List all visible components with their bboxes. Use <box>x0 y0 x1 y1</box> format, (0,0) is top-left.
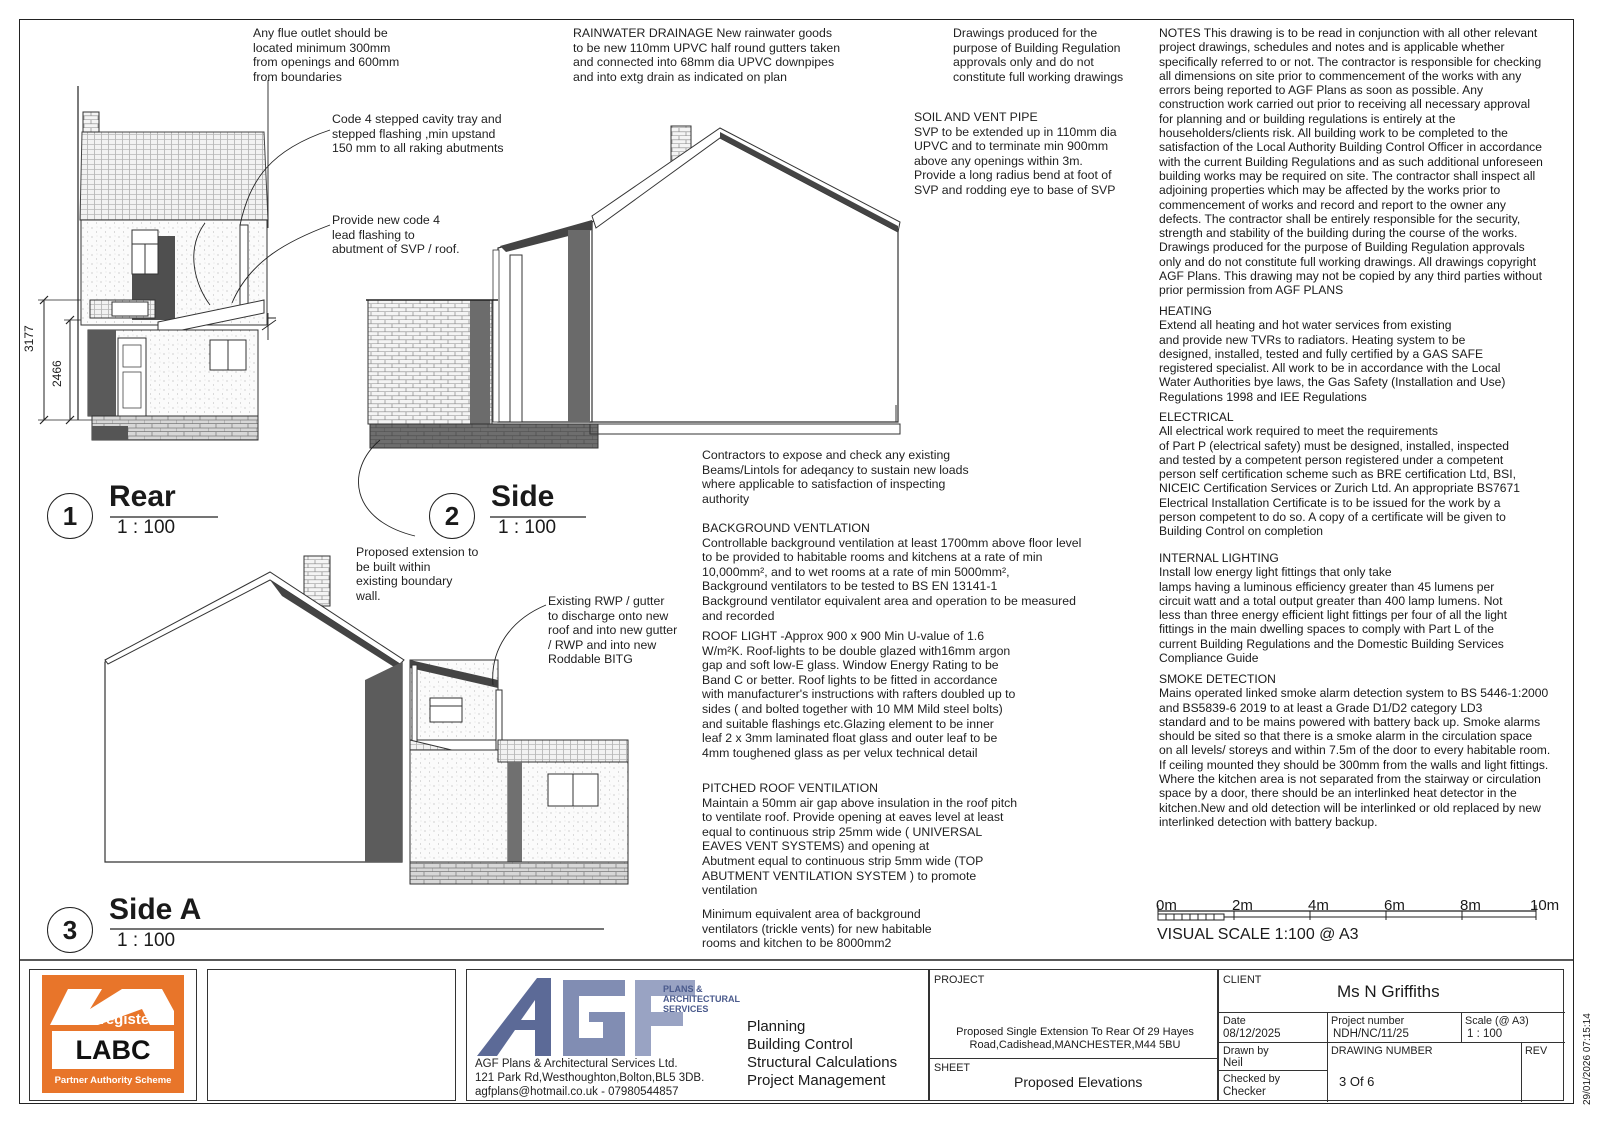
trickle-vent-note: Minimum equivalent area of background ventilators (trickle vents) for new habitable rooms and kitchen to be 8000mm2 <box>702 907 932 951</box>
dimension-eaves: 2466 <box>50 360 64 387</box>
pitched-roof-ventilation-note: PITCHED ROOF VENTILATION Maintain a 50mm air gap above insulation in the roof pitch to ventilate roof. Provide opening at eaves level at least equal to continuous strip 25mm wide ( UNIVERSAL EAVES VENT SYSTEMS) and opening at Abutment equal to continuous strip 5mm wide (TOP ABUTMENT VENTILATION SYSTEM ) to promote ventilation <box>702 781 1018 898</box>
regulation-approval-note: Drawings produced for the purpose of Building Regulation approvals only and do not constitute full working drawings <box>953 26 1124 84</box>
view-title-rear: Rear <box>109 480 176 513</box>
visual-scale-label: VISUAL SCALE 1:100 @ A3 <box>1157 926 1359 943</box>
print-timestamp: 29/01/2026 07:15:14 <box>1582 1013 1593 1105</box>
background-ventilation-note: BACKGROUND VENTLATION Controllable background ventilation at least 1700mm above floor level to be provided to habitable rooms and kitchens at a rate of min 10,000mm², and to wet rooms at a rate of min 5000mm², Background ventilators to be tested to BS EN 13141-1 Background ventilator equivalent area and operation to be measured and recorded <box>702 521 1082 623</box>
labc-registered: registered <box>100 1011 173 1028</box>
rev-label: REV <box>1525 1045 1548 1057</box>
scale-tick-2: 2m <box>1232 897 1253 914</box>
service-planning: Planning <box>747 1018 806 1035</box>
roof-light-note: ROOF LIGHT -Approx 900 x 900 Min U-value of 1.6 W/m²K. Roof-lights to be double glazed with16mm argon gap and soft low-E glass. Window Energy Rating to be Band C or better. Roof lights to be fitted in accordance with manufacturer's instructions with rafters doubled up to sides ( and bolted together with 10 MM Mild steel bolts) and suitable flashings etc.Glazing element to be inner leaf 2 x 3mm laminated float glass and outer leaf to be 4mm toughened glass as per velux technical detail <box>702 629 1016 760</box>
company-address: 121 Park Rd,Westhoughton,Bolton,BL5 3DB. <box>475 1072 705 1084</box>
dimension-overall: 3177 <box>22 325 36 352</box>
drawn-by-label: Drawn by <box>1223 1045 1269 1057</box>
client-panel <box>1218 969 1564 1101</box>
internal-lighting-notes: INTERNAL LIGHTING Install low energy light fittings that only take lamps having a luminous efficiency greater than 45 lumens per circuit watt and a total output greater than 400 lamp lumens. Not less than three energy efficient light fittings per four of all the light fittings in the main dwelling spaces to comply with Part L of the current Building Regulations and the Domestic Building Services Compliance Guide <box>1159 551 1508 666</box>
cavity-tray-note: Code 4 stepped cavity tray and stepped flashing ,min upstand 150 mm to all raking abutments <box>332 112 504 156</box>
electrical-notes: ELECTRICAL All electrical work required to meet the requirements of Part P (electrical safety) must be designed, installed, inspected and tested by a competent person registered under a competent person self certification scheme such as BRE certification Ltd, BSI, NICEIC Certification Services or Zurich Ltd. An appropriate BS7671 Electrical Installation Certificate is to be issued for the work by a person competent to do so. A copy of a certificate will be given to Building Control on completion <box>1159 410 1520 539</box>
view-title-side-a: Side A <box>109 893 202 926</box>
view-number-3: 3 <box>47 907 93 953</box>
company-name: AGF Plans & Architectural Services Ltd. <box>475 1058 678 1070</box>
service-structural: Structural Calculations <box>747 1054 898 1071</box>
view-number-1: 1 <box>47 493 93 539</box>
labc-logo <box>42 975 184 1093</box>
view-number-2: 2 <box>429 493 475 539</box>
rear-elevation <box>38 86 268 440</box>
lead-flashing-note: Provide new code 4 lead flashing to abutment of SVP / roof. <box>332 213 460 257</box>
project-panel <box>929 969 1218 1101</box>
scale-tick-10: 10m <box>1530 897 1560 914</box>
service-building-control: Building Control <box>747 1036 853 1053</box>
checked-by-value: Checker <box>1223 1086 1266 1098</box>
rwp-gutter-note: Existing RWP / gutter to discharge onto new roof and into new gutter / RWP and into new Roddable BITG <box>548 594 678 667</box>
company-panel <box>466 969 929 1101</box>
beams-note: Contractors to expose and check any existing Beams/Lintols for adeqancy to sustain new loads where applicable to satisfaction of inspecting authority <box>702 448 969 506</box>
date-value: 08/12/2025 <box>1223 1028 1281 1040</box>
sheet-title: Proposed Elevations <box>1014 1074 1143 1090</box>
view-title-side: Side <box>491 480 555 513</box>
company-contact: agfplans@hotmail.co.uk - 07980544857 <box>475 1086 679 1098</box>
view-scale-rear: 1 : 100 <box>117 517 176 538</box>
checked-by-label: Checked by <box>1223 1073 1281 1085</box>
scale-tick-4: 4m <box>1308 897 1329 914</box>
blank-panel <box>207 969 456 1101</box>
view-scale-side: 1 : 100 <box>498 517 557 538</box>
labc-scheme: Partner Authority Scheme <box>54 1075 172 1086</box>
agf-tagline: PLANS & ARCHITECTURAL SERVICES <box>663 984 740 1014</box>
labc-name: LABC <box>52 1031 174 1069</box>
drawn-by-value: Neil <box>1223 1057 1243 1069</box>
heating-notes: HEATING Extend all heating and hot water services from existing and provide new TVRs to radiators. Heating system to be designed, installed, tested and fully certified by a GAS SAFE registered specialist. All work to be in accordance with the Local Water Authorities bye laws, the Gas Safety (Installation and Use) Regulations 1998 and IEE Regulations <box>1159 304 1506 404</box>
date-label: Date <box>1223 1015 1246 1027</box>
side-elevation <box>366 126 900 448</box>
scale-tick-0: 0m <box>1156 897 1177 914</box>
project-number-label: Project number <box>1331 1015 1405 1027</box>
client-name: Ms N Griffiths <box>1337 982 1440 1001</box>
labc-panel <box>29 969 197 1101</box>
project-description: Proposed Single Extension To Rear Of 29 Hayes Road,Cadishead,MANCHESTER,M44 5BU <box>956 1026 1194 1051</box>
service-project-management: Project Management <box>747 1072 886 1089</box>
sheet-label: SHEET <box>934 1062 970 1074</box>
drawing-number-label: DRAWING NUMBER <box>1331 1045 1433 1057</box>
project-label: PROJECT <box>934 974 985 986</box>
flue-note: Any flue outlet should be located minimum 300mm from openings and 600mm from boundaries <box>253 26 400 84</box>
scale-value: 1 : 100 <box>1467 1028 1503 1040</box>
rainwater-note: RAINWATER DRAINAGE New rainwater goods to be new 110mm UPVC half round gutters taken and connected into 68mm dia UPVC downpipes and into extg drain as indicated on plan <box>573 26 841 84</box>
scale-tick-6: 6m <box>1384 897 1405 914</box>
drawing-number-value: 3 Of 6 <box>1339 1074 1375 1089</box>
smoke-detection-notes: SMOKE DETECTION Mains operated linked smoke alarm detection system to BS 5446-1:2000 and BS5839-6 2019 to at least a Grade D1/D2 category LD3 standard and to be mains powered with battery back up. Smoke alarms should be sited so that there is a smoke alarm in the circulation space on all levels/ storeys and within 7.5m of the door to every habitable room. If ceiling mounted they should be 300mm from the walls and light fittings. Where the kitchen area is not separated from the stairway or circulation space by a door, there should be an interlinked heat detector in the kitchen.New and old detection will be interlinked or old replaced by new interlinked detection with battery backup. <box>1159 672 1551 829</box>
scale-label: Scale (@ A3) <box>1465 1015 1529 1027</box>
project-number-value: NDH/NC/11/25 <box>1333 1028 1409 1040</box>
services-list <box>747 1018 897 1090</box>
soil-vent-pipe-note: SOIL AND VENT PIPE SVP to be extended up in 110mm dia UPVC and to terminate min 900mm above any openings within 3m. Provide a long radius bend at foot of SVP and rodding eye to base of SVP <box>914 110 1117 197</box>
view-scale-side-a: 1 : 100 <box>117 930 176 951</box>
general-notes: NOTES This drawing is to be read in conjunction with all other relevant project drawings, schedules and notes and is applicable whether specifically referred to or not. The contractor is responsible for checking all dimensions on site prior to commencement of the works with any errors being reported to AGF Plans as soon as possible. Any construction work carried out prior to receiving all necessary approval for planning and or building regulations is entirely at the householders/clients risk. All building work to be completed to the satisfaction of the Local Authority Building Control Officer in accordance with the current Building Regulations and as such additional unforeseen building works may be required on site. The contractor shall inspect all adjoining properties which may be affected by the works prior to commencement of works and record and report to the owner any defects. The contractor shall be entirely responsible for the security, strength and stability of the building during the course of the works. Drawings produced for the purpose of Building Regulation approvals only and do not constitute full working drawings. All drawings copyright AGF Plans. This drawing may not be copied by any third parties without prior permission from AGF PLANS <box>1159 26 1543 298</box>
client-label: CLIENT <box>1223 974 1262 986</box>
scale-tick-8: 8m <box>1460 897 1481 914</box>
proposed-extension-note: Proposed extension to be built within existing boundary wall. <box>356 545 479 603</box>
